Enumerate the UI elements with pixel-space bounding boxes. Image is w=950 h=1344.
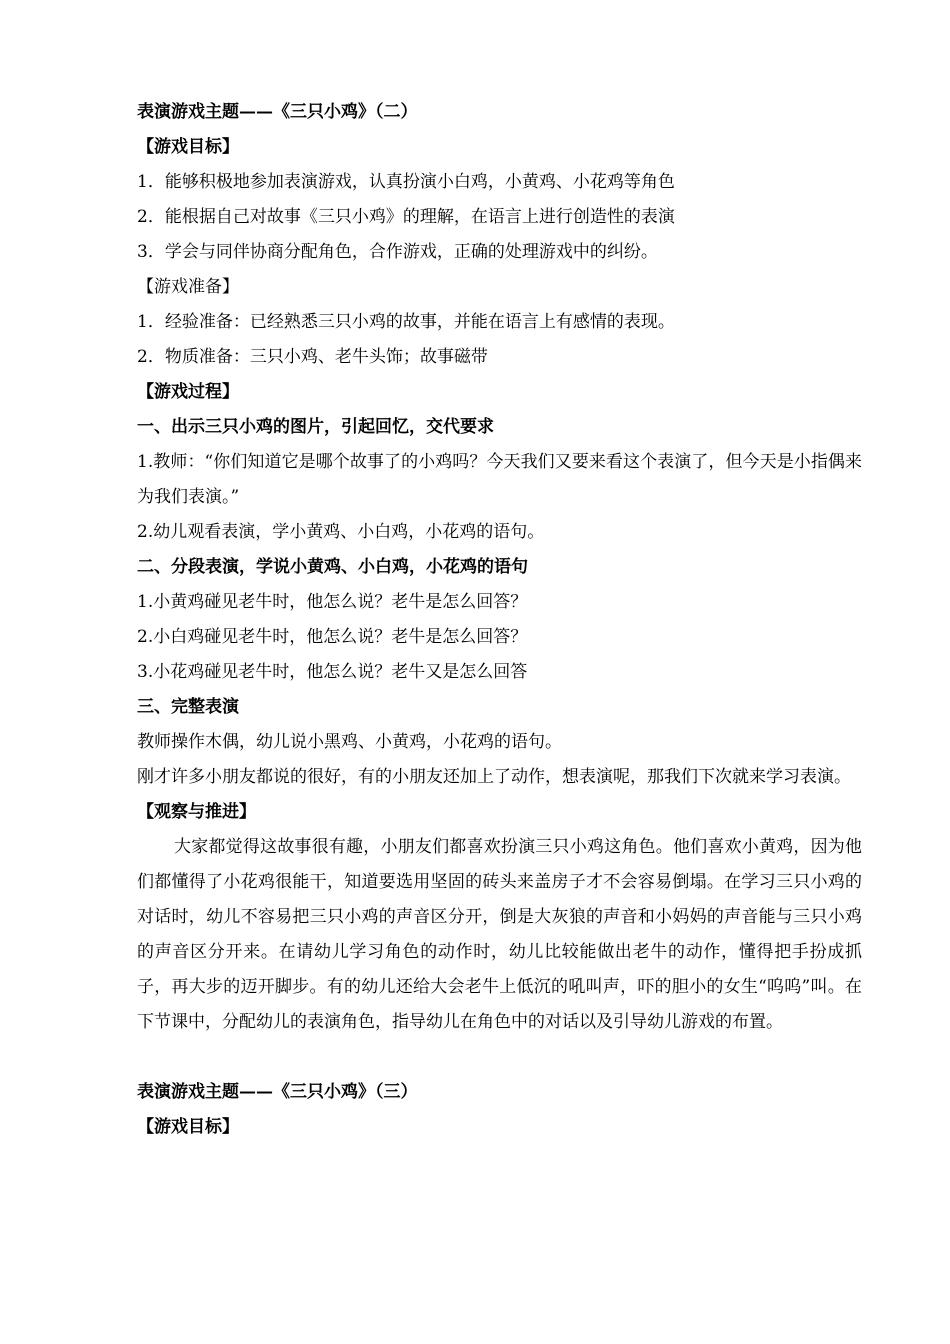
step1-item: 1.教师：“你们知道它是哪个故事了的小鸡吗？今天我们又要来看这个表演了，但今天是小指偶来为我们表演。” bbox=[137, 452, 862, 507]
prep-item: 2．物质准备：三只小鸡、老牛头饰；故事磁带 bbox=[137, 347, 488, 367]
prep-heading: 【游戏准备】 bbox=[137, 277, 239, 297]
prep-item: 1．经验准备：已经熟悉三只小鸡的故事，并能在语言上有感情的表现。 bbox=[137, 312, 675, 332]
step2-item: 2.小白鸡碰见老牛时，他怎么说？老牛是怎么回答？ bbox=[137, 627, 528, 647]
observe-paragraph: 大家都觉得这故事很有趣，小朋友们都喜欢扮演三只小鸡这角色。他们喜欢小黄鸡，因为他们都懂得了小花鸡很能干，知道要选用坚固的砖头来盖房子才不会容易倒塌。在学习三只小鸡的对话时，幼儿不容易把三只小鸡的声音区分开，倒是大灰狼的声音和小妈妈的声音能与三只小鸡的声音区分开来。在请幼儿学习角色的动作时，幼儿比较能做出老牛的动作，懂得把手扮成抓子，再大步的迈开脚步。有的幼儿还给大会老牛上低沉的吼叫声，吓的胆小的女生“呜呜”叫。在下节课中，分配幼儿的表演角色，指导幼儿在角色中的对话以及引导幼儿游戏的布置。 bbox=[137, 837, 862, 1032]
step3-item: 刚才许多小朋友都说的很好，有的小朋友还加上了动作，想表演呢，那我们下次就来学习表演。 bbox=[137, 767, 851, 787]
document-page bbox=[137, 95, 862, 1145]
section-spacer bbox=[137, 1040, 862, 1075]
goal-item: 1．能够积极地参加表演游戏，认真扮演小白鸡，小黄鸡、小花鸡等角色 bbox=[137, 172, 675, 192]
section3-goals-heading: 【游戏目标】 bbox=[137, 1117, 239, 1137]
step2-item: 3.小花鸡碰见老牛时，他怎么说？老牛又是怎么回答 bbox=[137, 662, 528, 682]
step2-heading: 二、分段表演，学说小黄鸡、小白鸡，小花鸡的语句 bbox=[137, 557, 528, 577]
step1-heading: 一、出示三只小鸡的图片，引起回忆，交代要求 bbox=[137, 417, 494, 437]
observe-heading: 【观察与推进】 bbox=[137, 802, 256, 822]
process-heading: 【游戏过程】 bbox=[137, 382, 239, 402]
goal-item: 3．学会与同伴协商分配角色，合作游戏，正确的处理游戏中的纠纷。 bbox=[137, 242, 658, 262]
section3-title: 表演游戏主题——《三只小鸡》（三） bbox=[137, 1082, 418, 1102]
goal-item: 2．能根据自己对故事《三只小鸡》的理解，在语言上进行创造性的表演 bbox=[137, 207, 675, 227]
section2-title: 表演游戏主题——《三只小鸡》（二） bbox=[137, 102, 418, 122]
step3-heading: 三、完整表演 bbox=[137, 697, 239, 717]
step3-item: 教师操作木偶，幼儿说小黑鸡、小黄鸡，小花鸡的语句。 bbox=[137, 732, 562, 752]
goals-heading: 【游戏目标】 bbox=[137, 137, 239, 157]
step2-item: 1.小黄鸡碰见老牛时，他怎么说？老牛是怎么回答？ bbox=[137, 592, 528, 612]
step1-item: 2.幼儿观看表演，学小黄鸡、小白鸡，小花鸡的语句。 bbox=[137, 522, 545, 542]
